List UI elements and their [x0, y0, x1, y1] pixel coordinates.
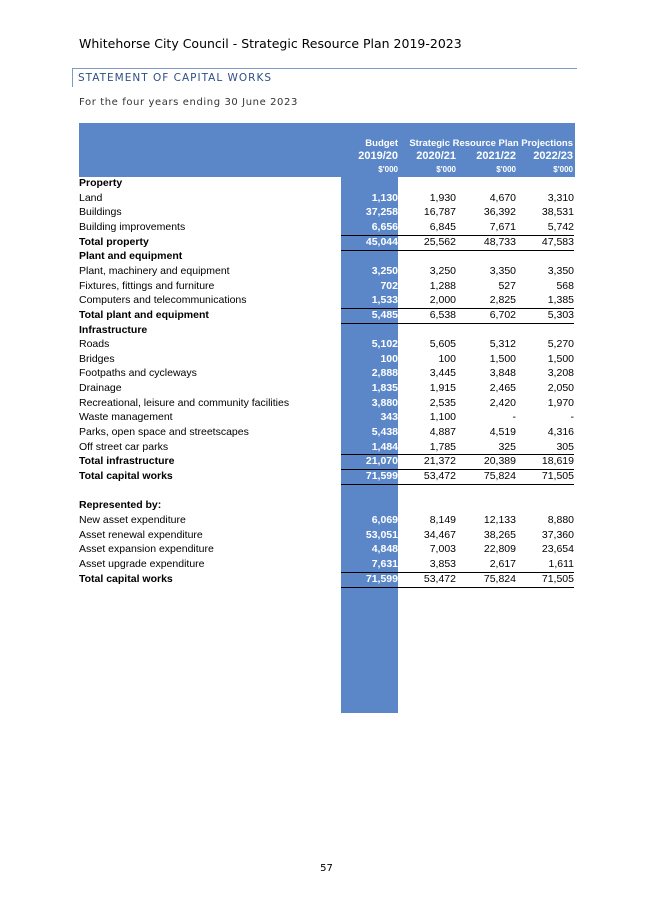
projection-2020-21-cell: 16,787	[423, 206, 456, 219]
row-label: Asset expansion expenditure	[79, 543, 214, 556]
projection-2020-21-cell: 25,562	[398, 235, 456, 251]
projection-2021-22-cell: 22,809	[483, 543, 516, 556]
projection-2020-21-cell: 53,472	[398, 469, 456, 485]
table-row	[79, 294, 575, 309]
row-label: Waste management	[79, 411, 173, 424]
budget-2019-20-cell: 100	[380, 352, 398, 365]
projection-2020-21-cell: 6,538	[398, 308, 456, 324]
budget-2019-20-cell: 71,599	[341, 469, 398, 485]
table-row	[79, 382, 575, 397]
table-total-row	[79, 309, 575, 324]
budget-2019-20-cell: 5,438	[371, 426, 398, 439]
header-unit-3: $'000	[496, 165, 516, 174]
projection-2022-23-cell: 1,500	[547, 352, 574, 365]
budget-2019-20-cell: 6,069	[371, 513, 398, 526]
projection-2022-23-cell: 305	[556, 440, 574, 453]
projection-2020-21-cell: 2,535	[429, 396, 456, 409]
table-total-row	[79, 455, 575, 470]
budget-2019-20-cell: 71,599	[341, 572, 398, 588]
projection-2022-23-cell: -	[570, 411, 574, 424]
projection-2022-23-cell: 23,654	[541, 543, 574, 556]
projection-2021-22-cell: 75,824	[456, 572, 516, 588]
row-label: Off street car parks	[79, 440, 169, 453]
projection-2020-21-cell: 3,250	[429, 264, 456, 277]
projection-2021-22-cell: 325	[498, 440, 516, 453]
table-row	[79, 367, 575, 382]
table-row	[79, 338, 575, 353]
row-label: Represented by:	[79, 499, 162, 512]
header-unit-2: $'000	[436, 165, 456, 174]
projection-2021-22-cell: 4,670	[489, 191, 516, 204]
projection-2020-21-cell: 1,288	[429, 279, 456, 292]
row-label: Buildings	[79, 206, 122, 219]
budget-2019-20-cell: 53,051	[365, 528, 398, 541]
projection-2021-22-cell: 75,824	[456, 469, 516, 485]
budget-2019-20-cell: 21,070	[341, 454, 398, 470]
header-year-4: 2022/23	[533, 150, 573, 162]
projection-2020-21-cell: 8,149	[429, 513, 456, 526]
table-row	[79, 221, 575, 236]
header-year-1: 2019/20	[358, 150, 398, 162]
projection-2022-23-cell: 1,970	[547, 396, 574, 409]
header-budget: Budget	[365, 138, 398, 149]
projection-2022-23-cell: 3,350	[547, 264, 574, 277]
row-label: Parks, open space and streetscapes	[79, 426, 249, 439]
header-projections: Strategic Resource Plan Projections	[409, 138, 573, 149]
projection-2022-23-cell: 3,208	[547, 367, 574, 380]
table-section-row	[79, 177, 575, 192]
table-row	[79, 543, 575, 558]
document-title: Whitehorse City Council - Strategic Resource Plan 2019-2023	[79, 36, 462, 51]
row-label: Land	[79, 191, 103, 204]
budget-2019-20-cell: 3,250	[371, 264, 398, 277]
row-label: Asset renewal expenditure	[79, 528, 203, 541]
budget-2019-20-cell: 343	[380, 411, 398, 424]
budget-2019-20-cell: 1,835	[371, 382, 398, 395]
projection-2020-21-cell: 100	[438, 352, 456, 365]
row-label: Total capital works	[79, 572, 173, 585]
projection-2022-23-cell: 18,619	[516, 454, 574, 470]
projection-2020-21-cell: 4,887	[429, 426, 456, 439]
row-label: Fixtures, fittings and furniture	[79, 279, 215, 292]
table-row	[79, 192, 575, 207]
row-label: Property	[79, 177, 123, 189]
table-row	[79, 558, 575, 573]
projection-2022-23-cell: 5,303	[516, 308, 574, 324]
projection-2022-23-cell: 37,360	[541, 528, 574, 541]
projection-2022-23-cell: 2,050	[547, 382, 574, 395]
row-label: Bridges	[79, 352, 115, 365]
projection-2022-23-cell: 5,742	[547, 220, 574, 233]
budget-2019-20-cell: 37,258	[365, 206, 398, 219]
row-label: Total infrastructure	[79, 455, 175, 468]
row-label: Total plant and equipment	[79, 308, 209, 321]
subtitle: For the four years ending 30 June 2023	[79, 97, 298, 108]
table-row	[79, 397, 575, 412]
budget-2019-20-cell: 7,631	[371, 557, 398, 570]
projection-2021-22-cell: 3,848	[489, 367, 516, 380]
projection-2022-23-cell: 3,310	[547, 191, 574, 204]
projection-2020-21-cell: 53,472	[398, 572, 456, 588]
table-row	[79, 485, 575, 500]
table-row	[79, 353, 575, 368]
table-row	[79, 426, 575, 441]
projection-2022-23-cell: 5,270	[547, 338, 574, 351]
projection-2021-22-cell: 7,671	[489, 220, 516, 233]
budget-2019-20-cell: 2,888	[371, 367, 398, 380]
projection-2021-22-cell: -	[512, 411, 516, 424]
projection-2022-23-cell: 1,385	[547, 294, 574, 307]
table-header	[79, 123, 575, 177]
budget-2019-20-cell: 702	[380, 279, 398, 292]
row-label: Recreational, leisure and community facilities	[79, 396, 290, 409]
section-heading: STATEMENT OF CAPITAL WORKS	[78, 72, 273, 84]
table-section-row	[79, 324, 575, 339]
header-year-3: 2021/22	[476, 150, 516, 162]
budget-2019-20-cell: 5,102	[371, 338, 398, 351]
table-section-row	[79, 499, 575, 514]
projection-2020-21-cell: 21,372	[398, 454, 456, 470]
projection-2020-21-cell: 1,785	[429, 440, 456, 453]
table-row	[79, 514, 575, 529]
table-row	[79, 206, 575, 221]
projection-2021-22-cell: 527	[498, 279, 516, 292]
row-label: Plant, machinery and equipment	[79, 264, 230, 277]
projection-2020-21-cell: 6,845	[429, 220, 456, 233]
projection-2022-23-cell: 47,583	[516, 235, 574, 251]
table-total-row	[79, 573, 575, 588]
projection-2021-22-cell: 20,389	[456, 454, 516, 470]
header-unit-1: $'000	[378, 165, 398, 174]
projection-2021-22-cell: 48,733	[456, 235, 516, 251]
projection-2021-22-cell: 4,519	[489, 426, 516, 439]
budget-2019-20-cell: 4,848	[371, 543, 398, 556]
row-label: Computers and telecommunications	[79, 294, 247, 307]
projection-2021-22-cell: 12,133	[483, 513, 516, 526]
projection-2021-22-cell: 1,500	[489, 352, 516, 365]
projection-2021-22-cell: 3,350	[489, 264, 516, 277]
projection-2020-21-cell: 3,445	[429, 367, 456, 380]
table-row	[79, 529, 575, 544]
projection-2022-23-cell: 8,880	[547, 513, 574, 526]
row-label: Roads	[79, 338, 110, 351]
projection-2021-22-cell: 36,392	[483, 206, 516, 219]
projection-2021-22-cell: 2,420	[489, 396, 516, 409]
projection-2022-23-cell: 4,316	[547, 426, 574, 439]
budget-2019-20-cell: 45,044	[341, 235, 398, 251]
projection-2022-23-cell: 38,531	[541, 206, 574, 219]
row-label: Asset upgrade expenditure	[79, 557, 205, 570]
row-label: Total capital works	[79, 470, 173, 482]
projection-2020-21-cell: 2,000	[429, 294, 456, 307]
projection-2020-21-cell: 1,100	[429, 411, 456, 424]
table-row	[79, 265, 575, 280]
projection-2021-22-cell: 5,312	[489, 338, 516, 351]
row-label: Footpaths and cycleways	[79, 367, 197, 380]
projection-2020-21-cell: 34,467	[423, 528, 456, 541]
budget-2019-20-cell: 3,880	[371, 396, 398, 409]
projection-2021-22-cell: 2,465	[489, 382, 516, 395]
row-label: New asset expenditure	[79, 513, 186, 526]
table-total-row	[79, 470, 575, 485]
table-row	[79, 441, 575, 456]
row-label: Plant and equipment	[79, 250, 183, 263]
projection-2020-21-cell: 1,915	[429, 382, 456, 395]
row-label: Drainage	[79, 382, 122, 395]
projection-2021-22-cell: 6,702	[456, 308, 516, 324]
table-total-row	[79, 236, 575, 251]
budget-2019-20-cell: 5,485	[341, 308, 398, 324]
section-heading-box	[72, 68, 577, 87]
projection-2021-22-cell: 2,825	[489, 294, 516, 307]
page-number: 57	[320, 863, 333, 874]
table-row	[79, 280, 575, 295]
budget-2019-20-cell: 1,533	[371, 294, 398, 307]
table-row	[79, 411, 575, 426]
projection-2020-21-cell: 5,605	[429, 338, 456, 351]
projection-2021-22-cell: 2,617	[489, 557, 516, 570]
header-year-2: 2020/21	[416, 150, 456, 162]
projection-2020-21-cell: 7,003	[429, 543, 456, 556]
budget-2019-20-cell: 6,656	[371, 220, 398, 233]
projection-2022-23-cell: 1,611	[548, 557, 574, 570]
projection-2021-22-cell: 38,265	[483, 528, 516, 541]
row-label: Infrastructure	[79, 323, 148, 336]
projection-2022-23-cell: 568	[556, 279, 574, 292]
projection-2020-21-cell: 3,853	[429, 557, 456, 570]
row-label: Total property	[79, 235, 149, 248]
projection-2022-23-cell: 71,505	[516, 469, 574, 485]
header-unit-4: $'000	[553, 165, 573, 174]
budget-2019-20-cell: 1,484	[371, 440, 398, 453]
projection-2022-23-cell: 71,505	[516, 572, 574, 588]
row-label: Building improvements	[79, 220, 186, 233]
projection-2020-21-cell: 1,930	[429, 191, 456, 204]
budget-2019-20-cell: 1,130	[371, 191, 398, 204]
table-section-row	[79, 250, 575, 265]
